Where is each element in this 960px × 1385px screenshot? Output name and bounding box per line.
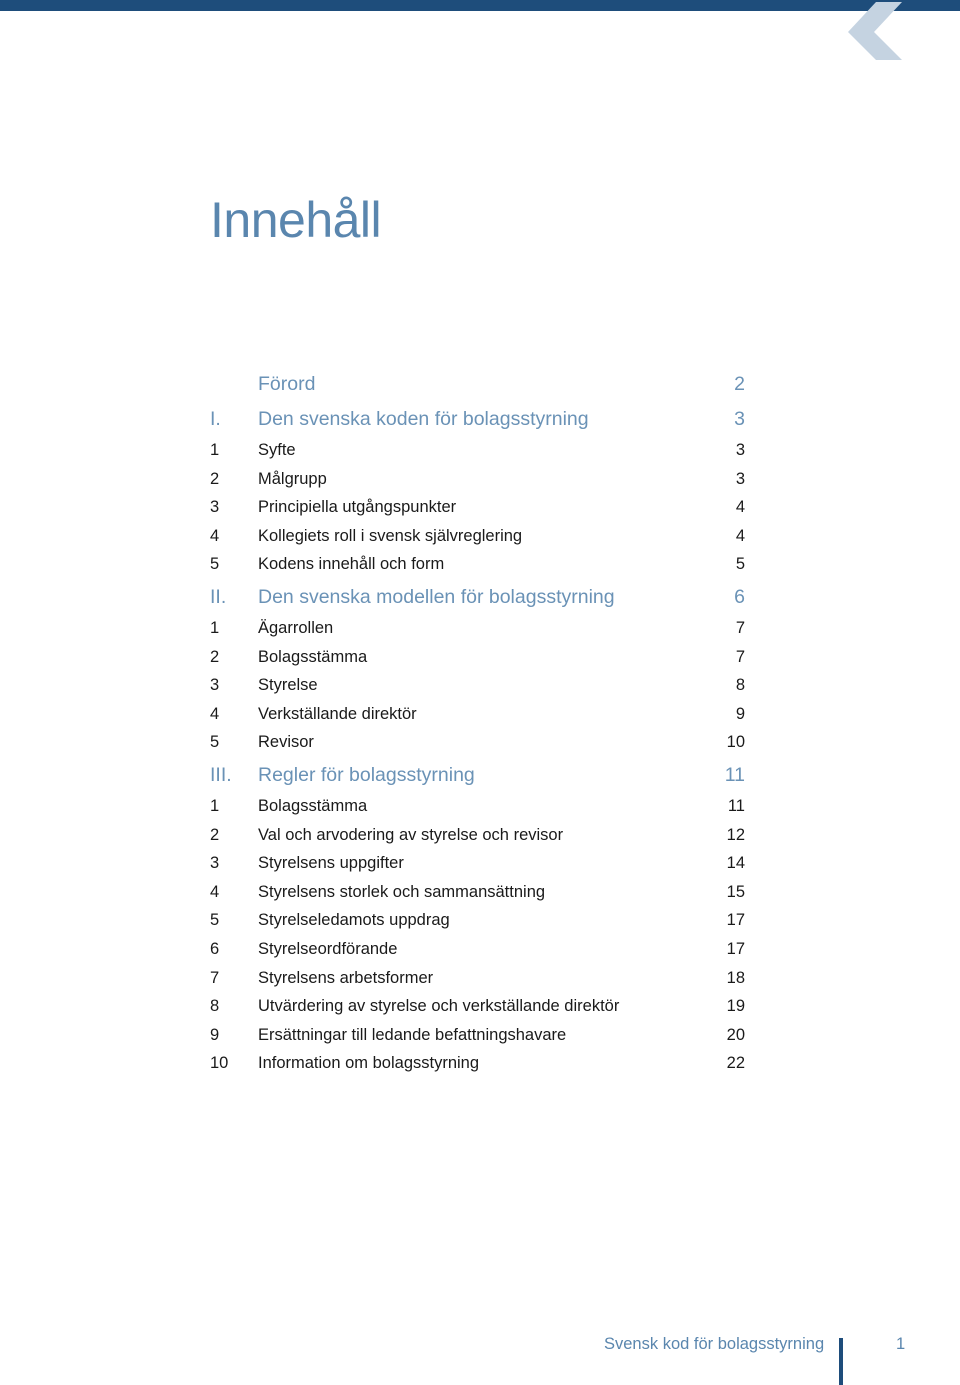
toc-entry-label: Utvärdering av styrelse och verkställande direktör: [258, 997, 620, 1016]
toc-entry-row[interactable]: [210, 935, 745, 964]
toc-entry-page: 5: [735, 555, 745, 574]
toc-entry-page: 15: [726, 882, 745, 901]
toc-entry-label: Målgrupp: [258, 469, 327, 488]
toc-entry-label: Regler för bolagsstyrning: [258, 763, 475, 786]
toc-entry-page: 14: [726, 854, 745, 873]
toc-entry-number: 1: [210, 796, 220, 815]
toc-entry-number: 1: [210, 618, 220, 637]
toc-entry-label: Styrelseledamots uppdrag: [258, 911, 450, 930]
toc-entry-page: 7: [735, 647, 745, 666]
page-title: Innehåll: [210, 192, 382, 248]
toc-entry-number: 10: [210, 1054, 229, 1073]
chevron-left-icon: [846, 2, 906, 62]
toc-section-row[interactable]: [210, 580, 745, 614]
toc-entry-row[interactable]: [210, 671, 745, 700]
toc-entry-label: Den svenska modellen för bolagsstyrning: [258, 585, 615, 608]
toc-entry-page: 4: [735, 498, 745, 517]
toc-entry-page: 4: [735, 526, 745, 545]
toc-entry-number: III.: [210, 763, 232, 786]
toc-entry-label: Kollegiets roll i svensk självreglering: [258, 526, 523, 545]
toc-entry-page: 12: [726, 825, 745, 844]
toc-entry-number: 4: [210, 526, 220, 545]
toc-entry-label: Ägarrollen: [258, 618, 334, 637]
toc-entry-row[interactable]: [210, 906, 745, 935]
toc-entry-label: Styrelse: [258, 676, 318, 695]
toc-entry-row[interactable]: [210, 728, 745, 757]
toc-entry-page: 18: [726, 968, 745, 987]
toc-entry-number: 7: [210, 968, 220, 987]
toc-entry-number: 3: [210, 854, 220, 873]
toc-entry-number: 9: [210, 1025, 220, 1044]
toc-entry-label: Ersättningar till ledande befattningshavare: [258, 1025, 567, 1044]
toc-entry-page: 8: [735, 676, 745, 695]
toc-entry-number: 5: [210, 733, 220, 752]
toc-entry-row[interactable]: [210, 964, 745, 993]
footer-page-number: 1: [896, 1335, 906, 1353]
toc-entry-label: Styrelsens storlek och sammansättning: [258, 882, 546, 901]
toc-entry-label: Syfte: [258, 441, 296, 459]
toc-entry-label: Styrelseordförande: [258, 939, 398, 958]
toc-entry-number: 2: [210, 469, 220, 488]
toc-entry-row[interactable]: [210, 550, 745, 579]
toc-entry-page: 3: [735, 441, 745, 459]
toc-entry-number: 5: [210, 911, 220, 930]
toc-entry-row[interactable]: [210, 821, 745, 850]
toc-section-row[interactable]: [210, 367, 745, 401]
toc-entry-label: Val och arvodering av styrelse och revisor: [258, 825, 564, 844]
toc-entry-row[interactable]: [210, 493, 745, 522]
toc-entry-label: Verkställande direktör: [258, 704, 417, 723]
footer-title: Svensk kod för bolagsstyrning: [604, 1335, 825, 1353]
toc-entry-row[interactable]: [210, 849, 745, 878]
toc-entry-row[interactable]: [210, 1049, 745, 1078]
toc-entry-label: Bolagsstämma: [258, 796, 368, 815]
toc-entry-page: 11: [724, 763, 745, 786]
toc-entry-page: 19: [726, 997, 745, 1016]
toc-entry-row[interactable]: [210, 465, 745, 494]
toc-entry-page: 3: [735, 469, 745, 488]
toc-entry-label: Styrelsens uppgifter: [258, 854, 404, 873]
toc-entry-page: 17: [726, 939, 745, 958]
toc-entry-label: Bolagsstämma: [258, 647, 368, 666]
toc-entry-row[interactable]: [210, 992, 745, 1021]
toc-entry-label: Revisor: [258, 733, 314, 752]
toc-entry-row[interactable]: [210, 643, 745, 672]
toc-entry-number: I.: [210, 408, 221, 430]
toc-entry-page: 7: [735, 618, 745, 637]
toc-entry-row[interactable]: [210, 522, 745, 551]
toc-section-row[interactable]: [210, 402, 745, 436]
toc-entry-number: 3: [210, 676, 220, 695]
toc-entry-number: 4: [210, 882, 220, 901]
toc-entry-page: 9: [735, 704, 745, 723]
toc-entry-row[interactable]: [210, 614, 745, 643]
toc-entry-row[interactable]: [210, 700, 745, 729]
table-of-contents: [210, 366, 745, 1078]
toc-entry-number: 2: [210, 825, 220, 844]
toc-entry-page: 22: [726, 1054, 745, 1073]
toc-entry-page: 10: [726, 733, 745, 752]
toc-entry-label: Den svenska koden för bolagsstyrning: [258, 408, 589, 430]
toc-entry-row[interactable]: [210, 792, 745, 821]
toc-entry-number: 1: [210, 441, 220, 459]
footer-divider: [839, 1338, 843, 1385]
toc-entry-number: 4: [210, 704, 220, 723]
toc-entry-page: 11: [727, 796, 745, 815]
toc-entry-number: II.: [210, 585, 227, 608]
toc-entry-label: Information om bolagsstyrning: [258, 1054, 480, 1073]
toc-entry-label: Kodens innehåll och form: [258, 555, 445, 574]
toc-entry-page: 2: [734, 373, 745, 395]
toc-entry-number: 6: [210, 939, 220, 958]
toc-entry-page: 17: [726, 911, 745, 930]
toc-entry-row[interactable]: [210, 436, 745, 465]
toc-entry-label: Principiella utgångspunkter: [258, 498, 457, 517]
toc-entry-row[interactable]: [210, 878, 745, 907]
toc-entry-number: 3: [210, 498, 220, 517]
toc-entry-number: 2: [210, 647, 220, 666]
toc-entry-row[interactable]: [210, 1021, 745, 1050]
header-bar: [0, 0, 960, 11]
toc-entry-page: 20: [726, 1025, 745, 1044]
toc-entry-number: 5: [210, 555, 220, 574]
toc-entry-label: Styrelsens arbetsformer: [258, 968, 434, 987]
toc-entry-page: 6: [734, 585, 745, 608]
toc-entry-label: Förord: [258, 373, 316, 395]
toc-section-row[interactable]: [210, 758, 745, 792]
toc-entry-number: 8: [210, 997, 220, 1016]
toc-entry-page: 3: [734, 408, 745, 430]
